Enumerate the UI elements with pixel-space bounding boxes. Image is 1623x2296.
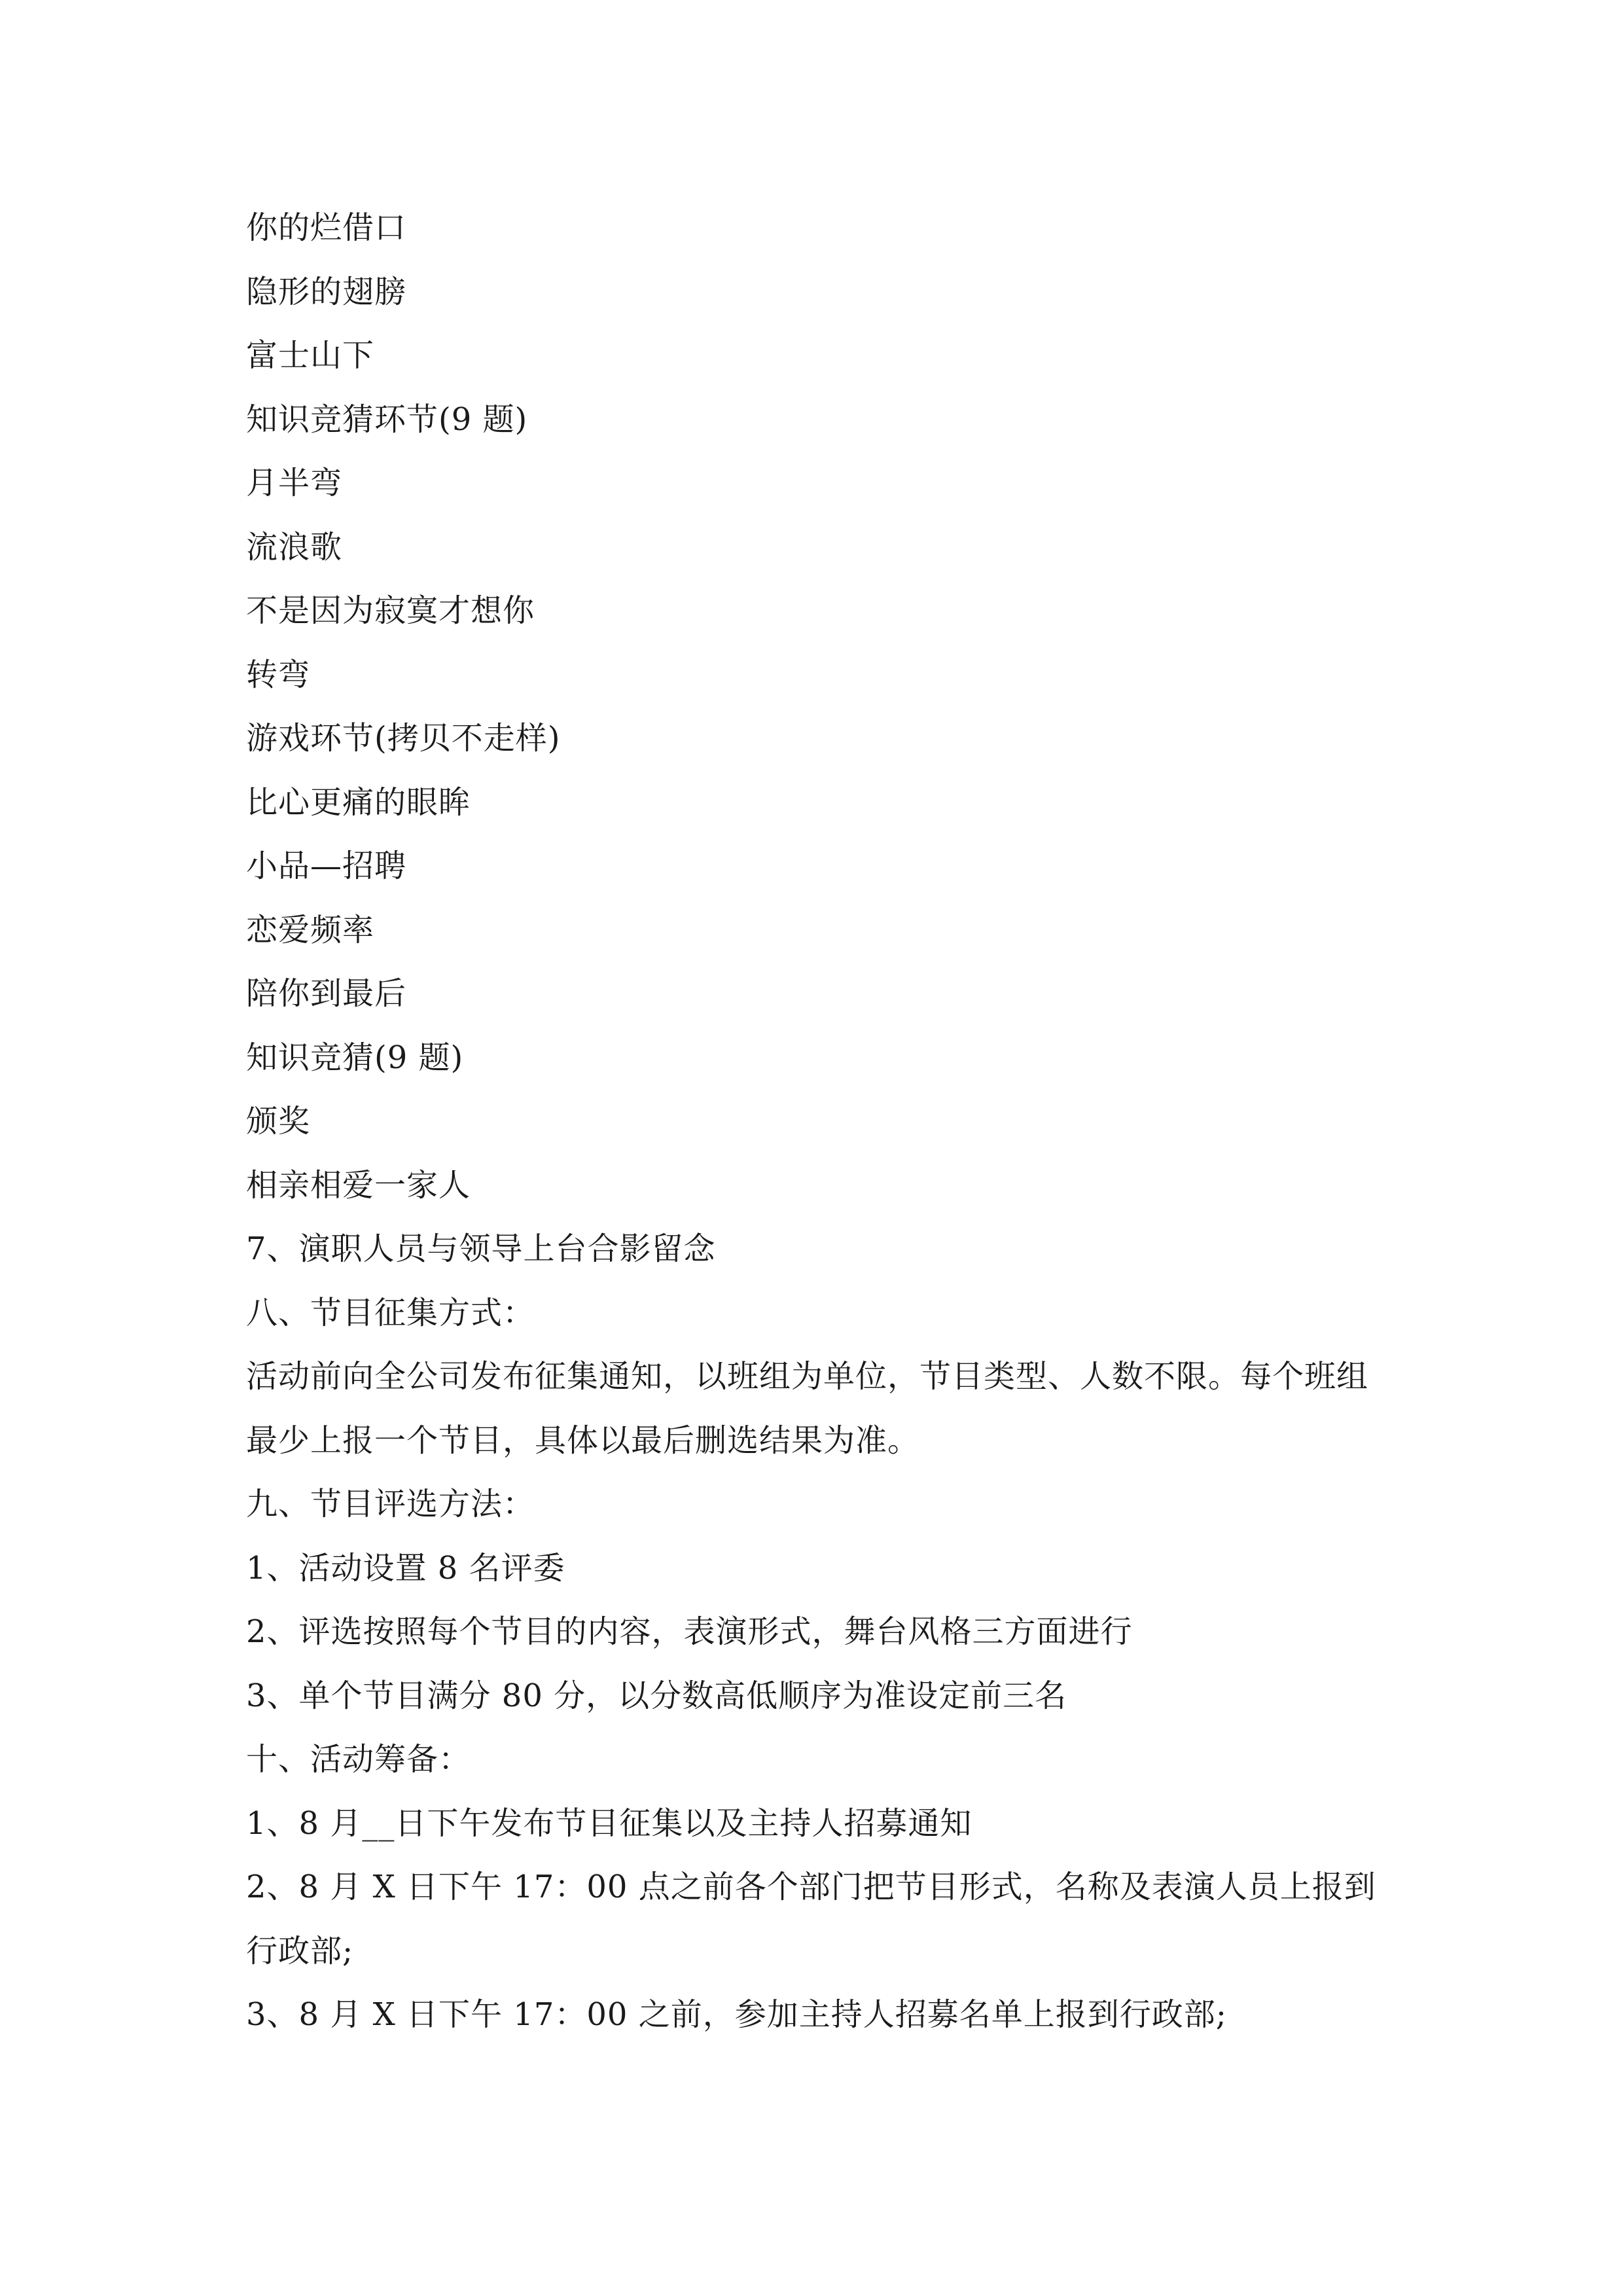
program-item: 颁奖 xyxy=(246,1103,311,1139)
program-item: 隐形的翅膀 xyxy=(246,273,407,310)
program-item: 富士山下 xyxy=(246,337,375,374)
document-body xyxy=(246,196,1385,2047)
program-item: 知识竞猜(9 题) xyxy=(246,1039,464,1076)
section-heading: 八、节目征集方式： xyxy=(246,1294,535,1331)
program-item: 不是因为寂寞才想你 xyxy=(246,592,535,629)
list-item: 1、8 月__日下午发布节目征集以及主持人招募通知 xyxy=(246,1804,972,1842)
list-item: 2、8 月 X 日下午 17：00 点之前各个部门把节目形式，名称及表演人员上报到行政部; xyxy=(246,1869,1376,1969)
list-item: 1、活动设置 8 名评委 xyxy=(246,1549,565,1587)
list-item: 2、评选按照每个节目的内容，表演形式，舞台风格三方面进行 xyxy=(246,1613,1133,1650)
program-item: 月半弯 xyxy=(246,465,343,501)
program-item: 游戏环节(拷贝不走样) xyxy=(246,720,561,757)
list-item: 3、单个节目满分 80 分，以分数高低顺序为准设定前三名 xyxy=(246,1677,1067,1714)
program-item: 比心更痛的眼眸 xyxy=(246,783,471,821)
program-item: 知识竞猜环节(9 题) xyxy=(246,401,528,438)
program-item: 小品—招聘 xyxy=(246,848,407,884)
program-item: 恋爱频率 xyxy=(246,911,375,948)
program-item: 转弯 xyxy=(246,656,311,693)
section-heading: 十、活动筹备： xyxy=(246,1741,471,1778)
paragraph: 活动前向全公司发布征集通知，以班组为单位，节目类型、人数不限。每个班组最少上报一个节目，具体以最后删选结果为准。 xyxy=(246,1358,1369,1459)
list-item: 7、演职人员与领导上台合影留念 xyxy=(246,1230,716,1267)
program-item: 流浪歌 xyxy=(246,528,343,565)
section-heading: 九、节目评选方法： xyxy=(246,1486,535,1522)
program-item: 相亲相爱一家人 xyxy=(246,1166,471,1204)
program-item: 你的烂借口 xyxy=(246,209,407,246)
list-item: 3、8 月 X 日下午 17：00 之前，参加主持人招募名单上报到行政部; xyxy=(246,1996,1227,2033)
program-item: 陪你到最后 xyxy=(246,975,407,1012)
